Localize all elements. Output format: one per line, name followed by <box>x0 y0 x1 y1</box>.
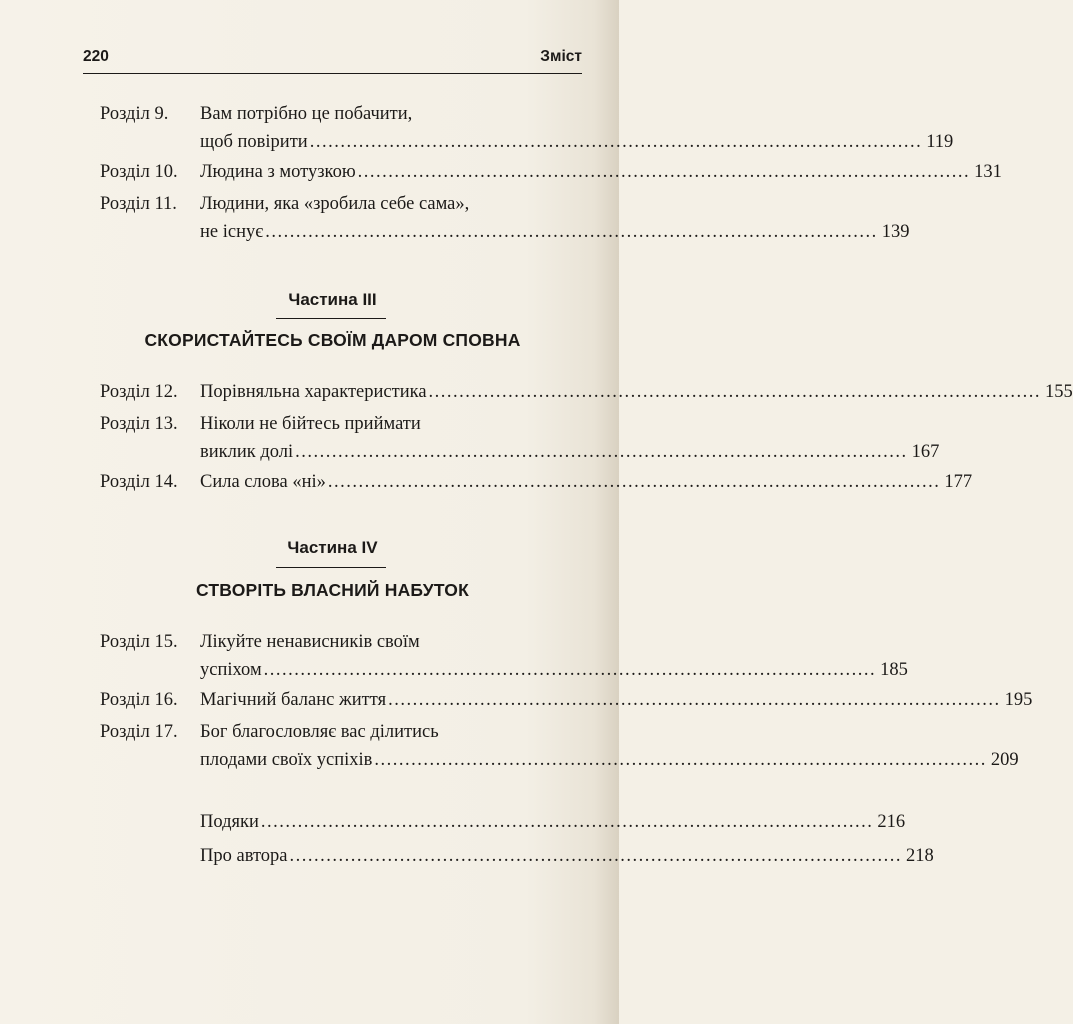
toc-entry-chapter-16[interactable] <box>100 686 1033 714</box>
part-4-rule <box>276 567 386 568</box>
chapter-label: Розділ 15. <box>100 632 178 652</box>
dot-leader: .................................................................................................... <box>357 162 971 182</box>
page-ref: 177 <box>944 472 973 492</box>
chapter-title-end: щоб повірити <box>200 132 308 152</box>
page-ref: 131 <box>974 162 1002 182</box>
page-ref: 216 <box>877 812 906 832</box>
chapter-label: Розділ 13. <box>100 414 178 434</box>
chapter-last-line <box>200 378 1073 406</box>
chapter-last-line <box>200 438 940 466</box>
chapter-last-line <box>200 218 910 246</box>
page-ref: 139 <box>881 222 910 242</box>
dot-leader: .................................................................................................... <box>295 442 908 462</box>
toc-entry-chapter-9[interactable] <box>100 100 954 156</box>
page-ref: 155 <box>1045 382 1073 402</box>
chapter-title: Порівняльна характеристика <box>200 382 427 402</box>
toc-entry-about-author[interactable] <box>100 842 934 870</box>
running-head <box>83 48 582 68</box>
dot-leader: .................................................................................................... <box>260 812 874 832</box>
dot-leader: .................................................................................................... <box>327 472 941 492</box>
header-rule <box>83 73 582 74</box>
toc-entry-chapter-15[interactable] <box>100 628 908 684</box>
toc-entry-chapter-13[interactable] <box>100 410 940 466</box>
chapter-title-line: Ніколи не бійтесь приймати <box>200 414 421 434</box>
toc-entry-chapter-11[interactable] <box>100 190 910 246</box>
chapter-label: Розділ 12. <box>100 382 178 402</box>
dot-leader: .................................................................................................... <box>428 382 1042 402</box>
chapter-label: Розділ 11. <box>100 194 177 214</box>
chapter-title: Сила слова «ні» <box>200 472 326 492</box>
dot-leader: .................................................................................................... <box>263 660 877 680</box>
entry-title: Подяки <box>200 812 259 832</box>
chapter-title-line: Бог благословляє вас ділитись <box>200 722 439 742</box>
page-ref: 185 <box>880 660 908 680</box>
chapter-title-end: успіхом <box>200 660 262 680</box>
chapter-label: Розділ 10. <box>100 162 178 182</box>
dot-leader: .................................................................................................... <box>289 846 903 866</box>
part-3-label: Частина III <box>288 290 377 309</box>
chapter-title-end: виклик долі <box>200 442 294 462</box>
toc-entry-acknowledgements[interactable] <box>100 808 906 836</box>
entry-line <box>200 842 934 870</box>
part-4-title: СТВОРІТЬ ВЛАСНИЙ НАБУТОК <box>196 580 469 600</box>
part-3-title: СКОРИСТАЙТЕСЬ СВОЇМ ДАРОМ СПОВНА <box>144 330 521 350</box>
page-ref: 167 <box>911 442 940 462</box>
chapter-title: Людина з мотузкою <box>200 162 356 182</box>
chapter-last-line <box>200 128 954 156</box>
chapter-title-line: Лікуйте ненависників своїм <box>200 632 420 652</box>
running-title: Зміст <box>540 48 582 65</box>
toc-entry-chapter-10[interactable] <box>100 158 1002 186</box>
dot-leader: .................................................................................................... <box>265 222 878 242</box>
chapter-title-end: не існує <box>200 222 264 242</box>
toc-entry-chapter-12[interactable] <box>100 378 1073 406</box>
part-3-rule <box>276 318 386 319</box>
chapter-title: Магічний баланс життя <box>200 690 387 710</box>
chapter-title-end: плодами своїх успіхів <box>200 750 373 770</box>
part-4-label: Частина IV <box>287 538 378 557</box>
chapter-title-line: Вам потрібно це побачити, <box>200 104 413 124</box>
page-ref: 119 <box>926 132 954 152</box>
chapter-last-line <box>200 746 1019 774</box>
chapter-label: Розділ 9. <box>100 104 169 124</box>
chapter-label: Розділ 16. <box>100 690 178 710</box>
chapter-label: Розділ 14. <box>100 472 178 492</box>
chapter-last-line <box>200 686 1033 714</box>
chapter-last-line <box>200 656 908 684</box>
page-ref: 209 <box>990 750 1019 770</box>
entry-line <box>200 808 906 836</box>
dot-leader: .................................................................................................... <box>388 690 1001 710</box>
chapter-last-line <box>200 468 973 496</box>
dot-leader: .................................................................................................... <box>309 132 923 152</box>
entry-title: Про автора <box>200 846 288 866</box>
page-number: 220 <box>83 48 109 65</box>
chapter-label: Розділ 17. <box>100 722 178 742</box>
page-ref: 218 <box>906 846 934 866</box>
toc-entry-chapter-17[interactable] <box>100 718 1019 774</box>
chapter-title-line: Людини, яка «зробила себе сама», <box>200 194 470 214</box>
page-ref: 195 <box>1004 690 1033 710</box>
dot-leader: .................................................................................................... <box>374 750 987 770</box>
toc-entry-chapter-14[interactable] <box>100 468 973 496</box>
chapter-last-line <box>200 158 1002 186</box>
